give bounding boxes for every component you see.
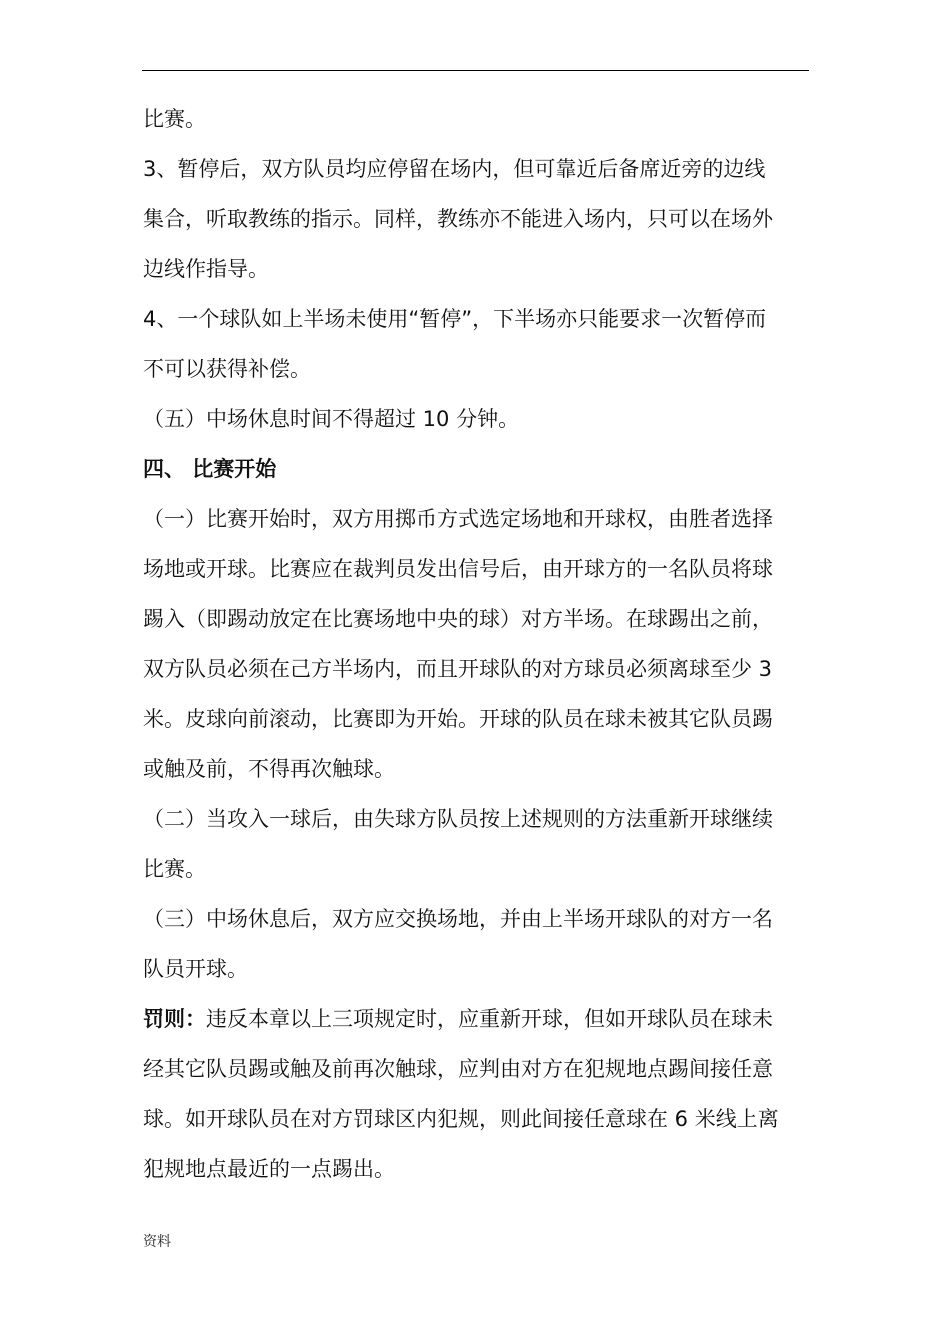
penalty-text: 违反本章以上三项规定时，应重新开球，但如开球队员在球未 [206,1007,773,1031]
paragraph-line: 队员开球。 [143,957,248,981]
header-rule [142,70,809,71]
paragraph-line: （一）比赛开始时，双方用掷币方式选定场地和开球权，由胜者选择 [143,507,773,531]
paragraph-line: 比赛。 [143,107,206,131]
paragraph-line: 犯规地点最近的一点踢出。 [143,1157,395,1181]
paragraph-line: 踢入（即踢动放定在比赛场地中央的球）对方半场。在球踢出之前， [143,607,773,631]
penalty-label: 罚则： [143,1007,206,1031]
paragraph-line: （二）当攻入一球后，由失球方队员按上述规则的方法重新开球继续 [143,807,773,831]
paragraph-line: 场地或开球。比赛应在裁判员发出信号后，由开球方的一名队员将球 [143,557,773,581]
paragraph-line: 比赛。 [143,857,206,881]
paragraph-line: 4、一个球队如上半场未使用“暂停”，下半场亦只能要求一次暂停而 [143,307,767,331]
section-heading: 四、 比赛开始 [143,457,277,481]
footer-label: 资料 [143,1234,171,1250]
paragraph-line: 3、暂停后，双方队员均应停留在场内，但可靠近后备席近旁的边线 [143,157,766,181]
document-body [143,94,823,1194]
paragraph-line: 经其它队员踢或触及前再次触球，应判由对方在犯规地点踢间接任意 [143,1057,773,1081]
paragraph-line: 球。如开球队员在对方罚球区内犯规，则此间接任意球在 6 米线上离 [143,1107,779,1131]
paragraph-line: 或触及前，不得再次触球。 [143,757,395,781]
paragraph-line: 集合，听取教练的指示。同样，教练亦不能进入场内，只可以在场外 [143,207,773,231]
penalty-line [143,994,823,1044]
paragraph-line: 米。皮球向前滚动，比赛即为开始。开球的队员在球未被其它队员踢 [143,707,773,731]
paragraph-line: （五）中场休息时间不得超过 10 分钟。 [143,407,520,431]
paragraph-line: （三）中场休息后，双方应交换场地，并由上半场开球队的对方一名 [143,907,773,931]
paragraph-line: 不可以获得补偿。 [143,357,311,381]
paragraph-line: 边线作指导。 [143,257,269,281]
paragraph-line: 双方队员必须在己方半场内，而且开球队的对方球员必须离球至少 3 [143,657,773,681]
